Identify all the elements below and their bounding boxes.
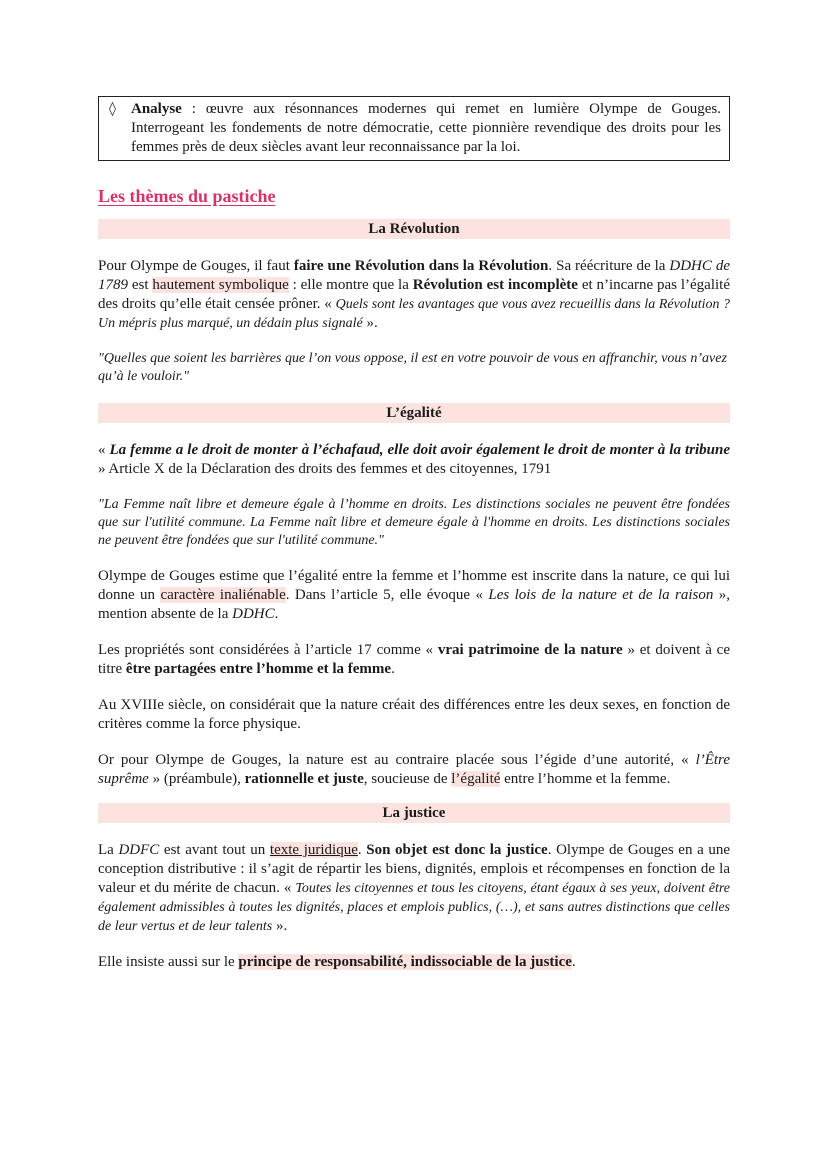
egalite-paragraph-1: « La femme a le droit de monter à l’échafaud, elle doit avoir également le droit de monter à la tribune » Article X de la Déclaration des droits des femmes et des citoyennes, 1791 xyxy=(98,442,730,477)
diamond-bullet-icon: ◊ xyxy=(109,101,116,117)
egalite-quote: "La Femme naît libre et demeure égale à l’homme en droits. Les distinctions sociales ne peuvent être fondées que sur l'utilité commune. La Femme naît libre et demeure égale à l'homme en droits. Les distinctions sociales ne peuvent être fondées que sur l'utilité commune." xyxy=(98,497,730,548)
document-page xyxy=(98,96,730,972)
analysis-box xyxy=(98,96,730,161)
justice-paragraph-1: La DDFC est avant tout un texte juridique. Son objet est donc la justice. Olympe de Gouges en a une conception distributive : il s’agit de répartir les biens, dignités, emplois et récompenses en fonction de la valeur et du mérite de chacun. « Toutes les citoyennes et tous les citoyens, étant égaux à ses yeux, doivent être également admissibles à toutes les dignités, places et emplois publics, (…), et sans autres distinctions que celles de leur vertus et de leur talents ». xyxy=(98,842,731,934)
heading-justice: La justice xyxy=(98,803,730,823)
revolution-quote: "Quelles que soient les barrières que l’on vous oppose, il est en votre pouvoir de vous en affranchir, vous n’avez qu’à le vouloir." xyxy=(98,351,727,384)
egalite-paragraph-4: Au XVIIIe siècle, on considérait que la nature créait des différences entre les deux sexes, en fonction de critères comme la force physique. xyxy=(98,697,730,732)
egalite-paragraph-3: Les propriétés sont considérées à l’article 17 comme « vrai patrimoine de la nature » et doivent à ce titre être partagées entre l’homme et la femme. xyxy=(98,642,731,677)
section-title: Les thèmes du pastiche xyxy=(98,186,276,206)
analysis-label: Analyse xyxy=(131,101,182,117)
heading-revolution: La Révolution xyxy=(98,219,730,239)
revolution-paragraph: Pour Olympe de Gouges, il faut faire une Révolution dans la Révolution. Sa réécriture de la DDHC de 1789 est hautement symbolique : elle montre que la Révolution est incomplète et n’incarne pas l’égalité des droits qu’elle était censée prôner. « Quels sont les avantages que vous avez recueillis dans la Révolution ? Un mépris plus marqué, un dédain plus signalé ». xyxy=(98,258,731,331)
egalite-paragraph-5: Or pour Olympe de Gouges, la nature est au contraire placée sous l’égide d’une autorité, « l’Être suprême » (préambule), rationnelle et juste, soucieuse de l’égalité entre l’homme et la femme. xyxy=(98,752,730,787)
analysis-text: : œuvre aux résonnances modernes qui remet en lumière Olympe de Gouges. Interrogeant les fondements de notre démocratie, cette pionnière revendique des droits pour les femmes près de deux siècles avant leur reconnaissance par la loi. xyxy=(131,101,721,155)
egalite-paragraph-2: Olympe de Gouges estime que l’égalité entre la femme et l’homme est inscrite dans la nature, ce qui lui donne un caractère inaliénable. Dans l’article 5, elle évoque « Les lois de la nature et de la raison », mention absente de la DDHC. xyxy=(98,568,731,622)
heading-egalite: L’égalité xyxy=(98,403,730,423)
justice-paragraph-2: Elle insiste aussi sur le principe de responsabilité, indissociable de la justice. xyxy=(98,954,576,970)
